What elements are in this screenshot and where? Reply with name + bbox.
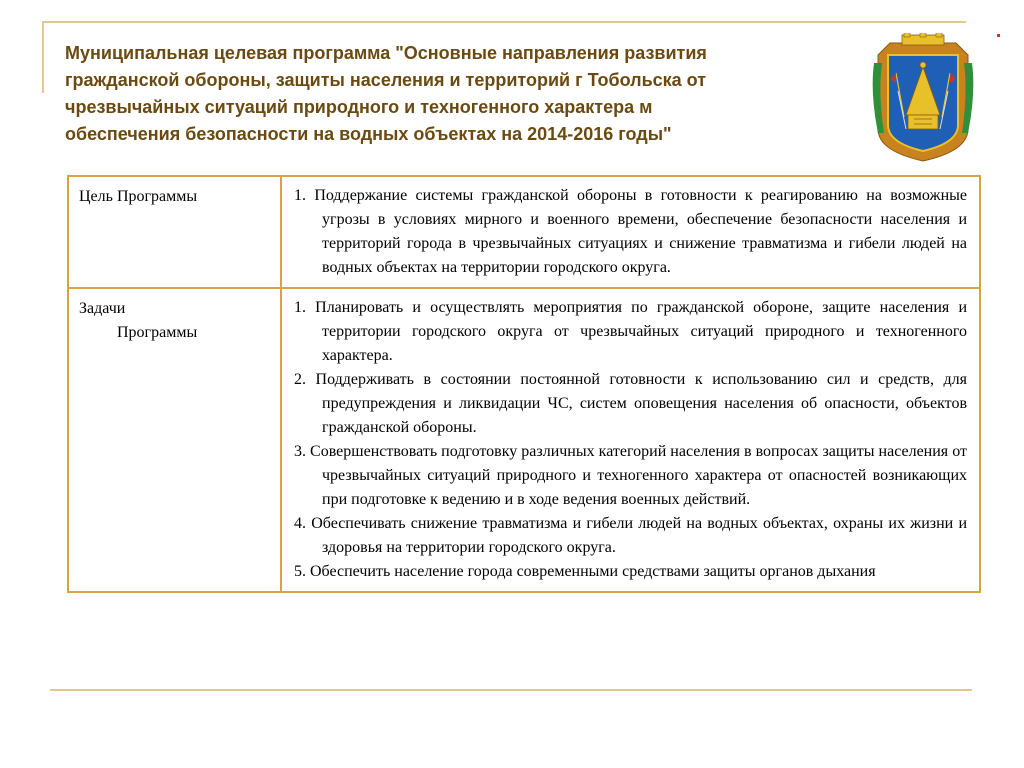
coat-of-arms-icon [870, 33, 976, 165]
frame-left-border [42, 21, 44, 93]
page-title: Муниципальная целевая программа "Основные направления развития гражданской обороны, защиты населения и территорий г Тобольска от чрезвычайных ситуаций природного и техногенного характера м обеспечения безопасности на водных объектах на 2014-2016 годы" [65, 43, 707, 144]
corner-mark [997, 34, 1000, 37]
list-item: 5. Обеспечить население города современными средствами защиты органов дыхания [294, 563, 876, 580]
list-item: 1. Планировать и осуществлять мероприятия по гражданской обороне, защите населения и территории городского округа от чрезвычайных ситуаций природного и техногенного характера. [294, 299, 967, 364]
row-label-goal [68, 176, 281, 288]
table-row [68, 288, 980, 592]
row-label-text: Цель Программы [79, 188, 198, 205]
table-row [68, 176, 980, 288]
row-label-tasks [68, 288, 281, 592]
list-item: 1. Поддержание системы гражданской обороны в готовности к реагированию на возможные угрозы в условиях мирного и военного времени, обеспечение безопасности населения и территорий города в чрезвычайных ситуациях и снижение травматизма и гибели людей на водных объектах на территории городского округа. [294, 187, 967, 276]
program-table [67, 175, 981, 593]
list-item: 2. Поддерживать в состоянии постоянной готовности к использованию сил и средств, для предупреждения и ликвидации ЧС, систем оповещения населения об опасности, объектов гражданской обороны. [294, 371, 967, 436]
row-content-goal [281, 176, 980, 288]
list-item: 4. Обеспечивать снижение травматизма и гибели людей на водных объектах, охраны их жизни и здоровья на территории городского округа. [294, 515, 967, 556]
frame-top-border [42, 21, 966, 23]
bottom-rule [50, 689, 972, 691]
row-label-text: Задачи [79, 300, 126, 317]
row-content-tasks [281, 288, 980, 592]
row-label-text-line2: Программы [117, 324, 198, 341]
list-item: 3. Совершенствовать подготовку различных категорий населения в вопросах защиты населения от чрезвычайных ситуаций природного и техногенного характера от опасностей возникающих при подготовке к ведению и в ходе ведения военных действий. [294, 443, 967, 508]
